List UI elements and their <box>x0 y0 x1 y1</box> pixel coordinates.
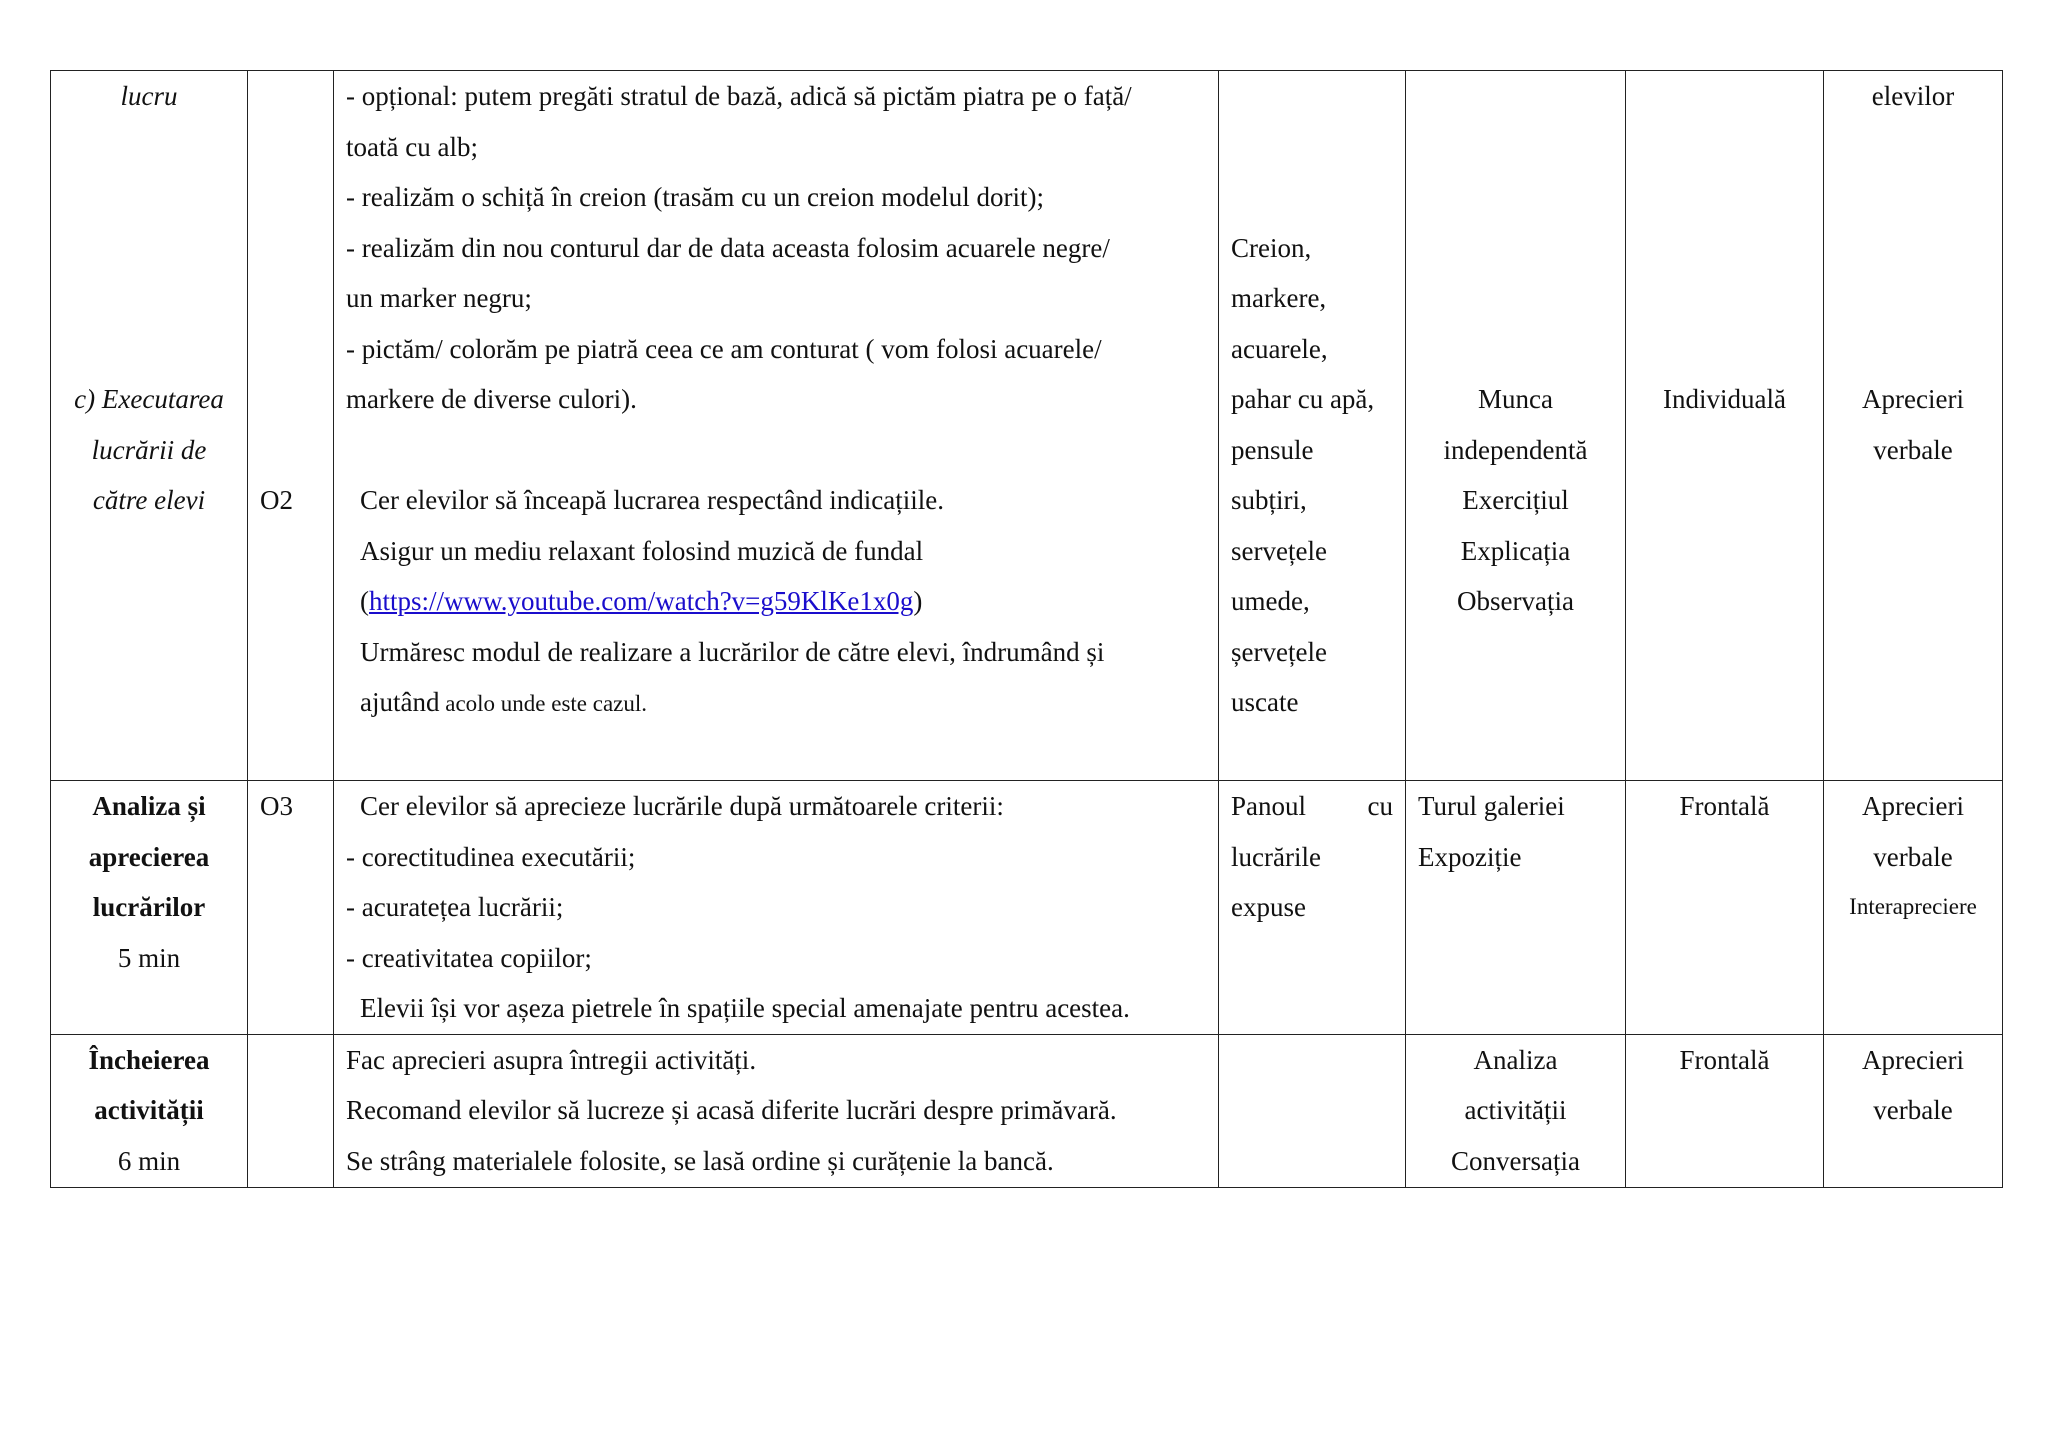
objective-cell <box>248 1034 334 1187</box>
content-line <box>346 677 1206 730</box>
objective-cell <box>248 781 334 1035</box>
evaluation-item: Aprecieri <box>1862 1044 1964 1075</box>
resource-item: subțiri, <box>1231 485 1307 515</box>
content-fragment: ajutând <box>360 687 440 717</box>
methods-cell <box>1406 71 1626 781</box>
stage-line: Analiza și <box>92 791 206 821</box>
resource-item: Creion, <box>1231 232 1312 263</box>
music-link[interactable]: https://www.youtube.com/watch?v=g59KlKe1x0g <box>369 586 914 616</box>
objective-cell <box>248 71 334 781</box>
content-cell <box>334 71 1219 781</box>
evaluation-item: verbale <box>1873 1095 1953 1125</box>
resource-item: șervețele <box>1231 636 1327 667</box>
stage-line: lucrărilor <box>92 892 206 922</box>
content-line: - acuratețea lucrării; <box>346 892 564 922</box>
content-line: Se strâng materialele folosite, se lasă ordine și curățenie la bancă. <box>346 1145 1054 1176</box>
content-line: - realizăm o schiță în creion (trasăm cu un creion modelul dorit); <box>346 182 1044 212</box>
evaluation-item-small: Interapreciere <box>1849 894 1977 919</box>
content-line: Asigur un mediu relaxant folosind muzică de fundal <box>360 535 924 566</box>
content-line: Fac aprecieri asupra întregii activități. <box>346 1044 757 1075</box>
method-item: Munca <box>1478 384 1553 414</box>
content-line: - pictăm/ colorăm pe piatră ceea ce am conturat ( vom folosi acuarele/ <box>346 333 1102 364</box>
link-open-paren: ( <box>360 586 369 616</box>
stage-cell <box>51 1034 248 1187</box>
resources-cell <box>1219 781 1406 1035</box>
stage-line: către elevi <box>92 485 206 515</box>
resource-item: uscate <box>1231 687 1299 717</box>
evaluation-cell <box>1824 71 2003 781</box>
resource-item <box>1231 781 1393 832</box>
evaluation-cell <box>1824 1034 2003 1187</box>
evaluation-item: verbale <box>1873 841 1953 872</box>
resources-cell <box>1219 71 1406 781</box>
content-line: markere de diverse culori). <box>346 384 637 414</box>
resource-word: Panoul <box>1231 791 1307 821</box>
objective-code: O2 <box>260 485 293 515</box>
content-line: Elevii își vor așeza pietrele în spațiile special amenajate pentru acestea. <box>360 993 1130 1023</box>
resource-item: acuarele, <box>1231 333 1328 364</box>
resource-item: lucrările <box>1231 841 1321 872</box>
organization-cell <box>1626 781 1824 1035</box>
content-line: Urmăresc modul de realizare a lucrărilor de către elevi, îndrumând și <box>360 636 1105 667</box>
organization-cell <box>1626 1034 1824 1187</box>
content-line: toată cu alb; <box>346 131 478 162</box>
content-line: Cer elevilor să aprecieze lucrările după următoarele criterii: <box>360 791 1004 821</box>
organization-form: Individuală <box>1663 384 1786 414</box>
resource-item: pahar cu apă, <box>1231 384 1375 414</box>
link-close-paren: ) <box>913 586 923 616</box>
evaluation-item: Aprecieri <box>1862 384 1964 414</box>
methods-cell <box>1406 781 1626 1035</box>
content-line: - realizăm din nou conturul dar de data aceasta folosim acuarele negre/ <box>346 232 1110 263</box>
resource-item: umede, <box>1231 586 1310 616</box>
stage-line: Încheierea <box>88 1044 210 1075</box>
resource-item: markere, <box>1231 283 1327 313</box>
resource-item: expuse <box>1231 892 1306 922</box>
methods-cell <box>1406 1034 1626 1187</box>
content-line: - opțional: putem pregăti stratul de bază, adică să pictăm piatra pe o față/ <box>346 81 1132 111</box>
content-cell <box>334 1034 1219 1187</box>
objective-code: O3 <box>260 791 293 821</box>
content-line: Cer elevilor să înceapă lucrarea respectând indicațiile. <box>360 485 944 515</box>
table-row-closing <box>51 1034 2003 1187</box>
content-cell <box>334 781 1219 1035</box>
lesson-plan-table <box>50 70 2003 1188</box>
content-line: Recomand elevilor să lucreze și acasă diferite lucrări despre primăvară. <box>346 1095 1117 1125</box>
organization-form: Frontală <box>1679 791 1770 821</box>
method-item: Observația <box>1457 586 1574 616</box>
resource-word: cu <box>1367 791 1393 821</box>
stage-time: 5 min <box>117 942 181 973</box>
stage-cell <box>51 781 248 1035</box>
method-item: Expoziție <box>1418 841 1522 872</box>
content-link-line <box>346 576 1206 627</box>
stage-time: 6 min <box>117 1145 181 1176</box>
stage-prefix: lucru <box>120 81 178 111</box>
resource-item: pensule <box>1231 434 1314 465</box>
organization-form: Frontală <box>1679 1044 1770 1075</box>
method-item: independentă <box>1443 434 1588 465</box>
organization-cell <box>1626 71 1824 781</box>
method-item: Explicația <box>1460 535 1571 566</box>
method-item: Exercițiul <box>1462 485 1569 515</box>
method-item: Analiza <box>1473 1044 1558 1075</box>
evaluation-item: verbale <box>1873 434 1953 465</box>
method-item: Conversația <box>1451 1145 1580 1176</box>
table-row-execution <box>51 71 2003 781</box>
method-item: Turul galeriei <box>1418 791 1565 821</box>
content-line: - corectitudinea executării; <box>346 841 636 872</box>
stage-line: activității <box>94 1095 204 1125</box>
evaluation-item: Aprecieri <box>1862 791 1964 821</box>
content-line: un marker negru; <box>346 283 532 313</box>
stage-line: lucrării de <box>91 434 207 465</box>
evaluation-cell <box>1824 781 2003 1035</box>
stage-cell <box>51 71 248 781</box>
table-row-analysis <box>51 781 2003 1035</box>
stage-line: c) Executarea <box>74 384 224 414</box>
evaluation-prefix: elevilor <box>1871 81 1955 111</box>
content-line: - creativitatea copiilor; <box>346 942 592 973</box>
stage-line: aprecierea <box>88 841 210 872</box>
content-fragment-small: acolo unde este cazul. <box>439 691 648 716</box>
resource-item: servețele <box>1231 535 1327 566</box>
resources-cell <box>1219 1034 1406 1187</box>
method-item: activității <box>1464 1095 1567 1125</box>
